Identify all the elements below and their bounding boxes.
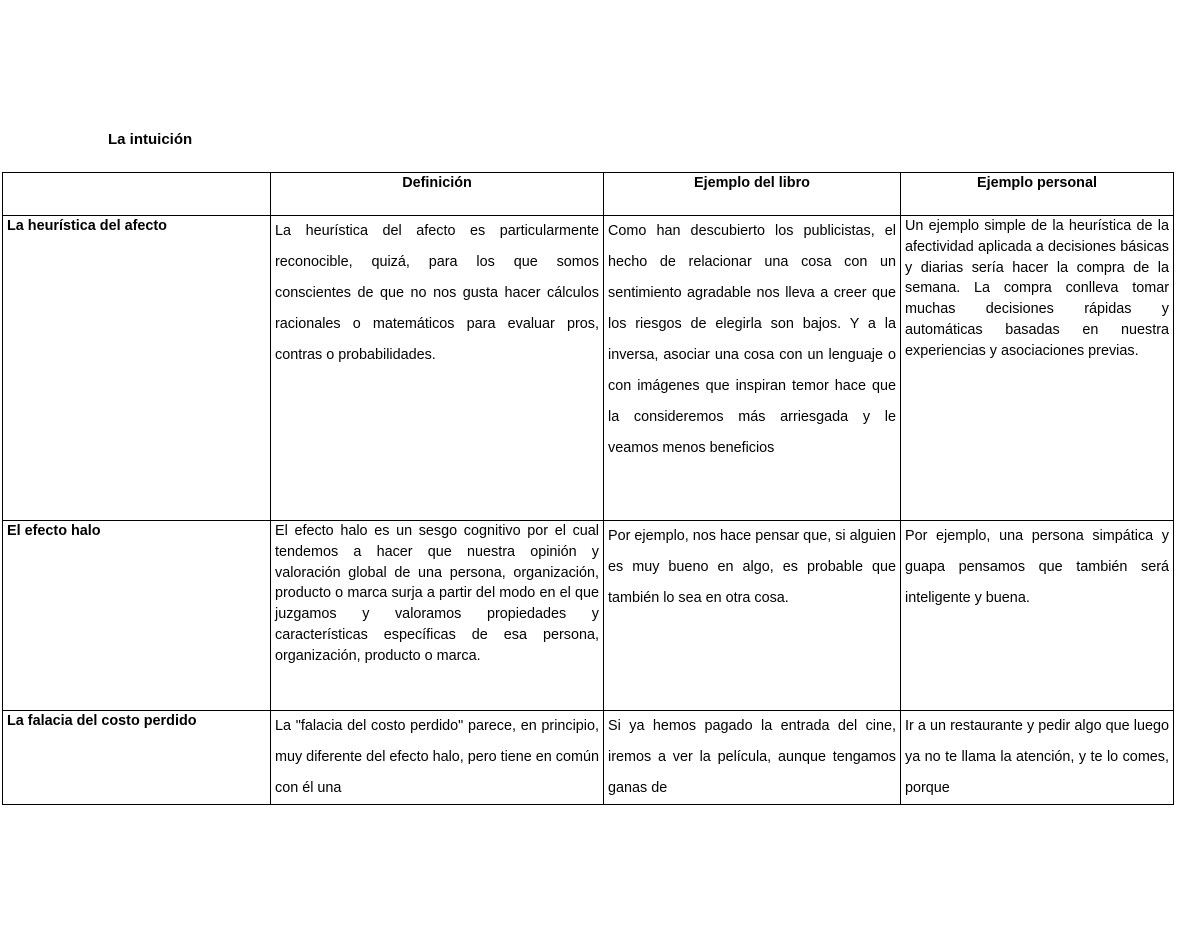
table-header-row (3, 173, 1174, 216)
cell-definition: El efecto halo es un sesgo cognitivo por el cual tendemos a hacer que nuestra opinión y valoración global de una persona, organización, producto o marca surja a partir del modo en el que juzgamos y valoramos propiedades y características específicas de esa persona, organización, producto o marca. (271, 521, 604, 711)
cell-definition: La "falacia del costo perdido" parece, en principio, muy diferente del efecto halo, pero tiene en común con él una (271, 711, 604, 805)
header-empty (3, 173, 271, 216)
cell-book-example: Si ya hemos pagado la entrada del cine, iremos a ver la película, aunque tengamos ganas de (604, 711, 901, 805)
table-row (3, 216, 1174, 521)
header-personal-example: Ejemplo personal (901, 173, 1174, 216)
row-label: La heurística del afecto (3, 216, 271, 521)
table-row (3, 711, 1174, 805)
table-row (3, 521, 1174, 711)
row-label: El efecto halo (3, 521, 271, 711)
cell-personal-example: Ir a un restaurante y pedir algo que luego ya no te llama la atención, y te lo comes, porque (901, 711, 1174, 805)
header-definition: Definición (271, 173, 604, 216)
cell-book-example: Por ejemplo, nos hace pensar que, si alguien es muy bueno en algo, es probable que también lo sea en otra cosa. (604, 521, 901, 711)
row-label: La falacia del costo perdido (3, 711, 271, 805)
cell-personal-example: Un ejemplo simple de la heurística de la afectividad aplicada a decisiones básicas y diarias sería hacer la compra de la semana. La compra conlleva tomar muchas decisiones rápidas y automáticas basadas en nuestra experiencias y asociaciones previas. (901, 216, 1174, 521)
cell-definition: La heurística del afecto es particularmente reconocible, quizá, para los que somos conscientes de que no nos gusta hacer cálculos racionales o matemáticos para evaluar pros, contras o probabilidades. (271, 216, 604, 521)
document-title: La intuición (108, 131, 193, 148)
cell-personal-example: Por ejemplo, una persona simpática y guapa pensamos que también será inteligente y buena. (901, 521, 1174, 711)
cell-book-example: Como han descubierto los publicistas, el hecho de relacionar una cosa con un sentimiento agradable nos lleva a creer que los riesgos de elegirla son bajos. Y a la inversa, asociar una cosa con un lenguaje o con imágenes que inspiran temor hace que la consideremos más arriesgada y le veamos menos beneficios (604, 216, 901, 521)
comparison-table (2, 172, 1174, 805)
header-book-example: Ejemplo del libro (604, 173, 901, 216)
